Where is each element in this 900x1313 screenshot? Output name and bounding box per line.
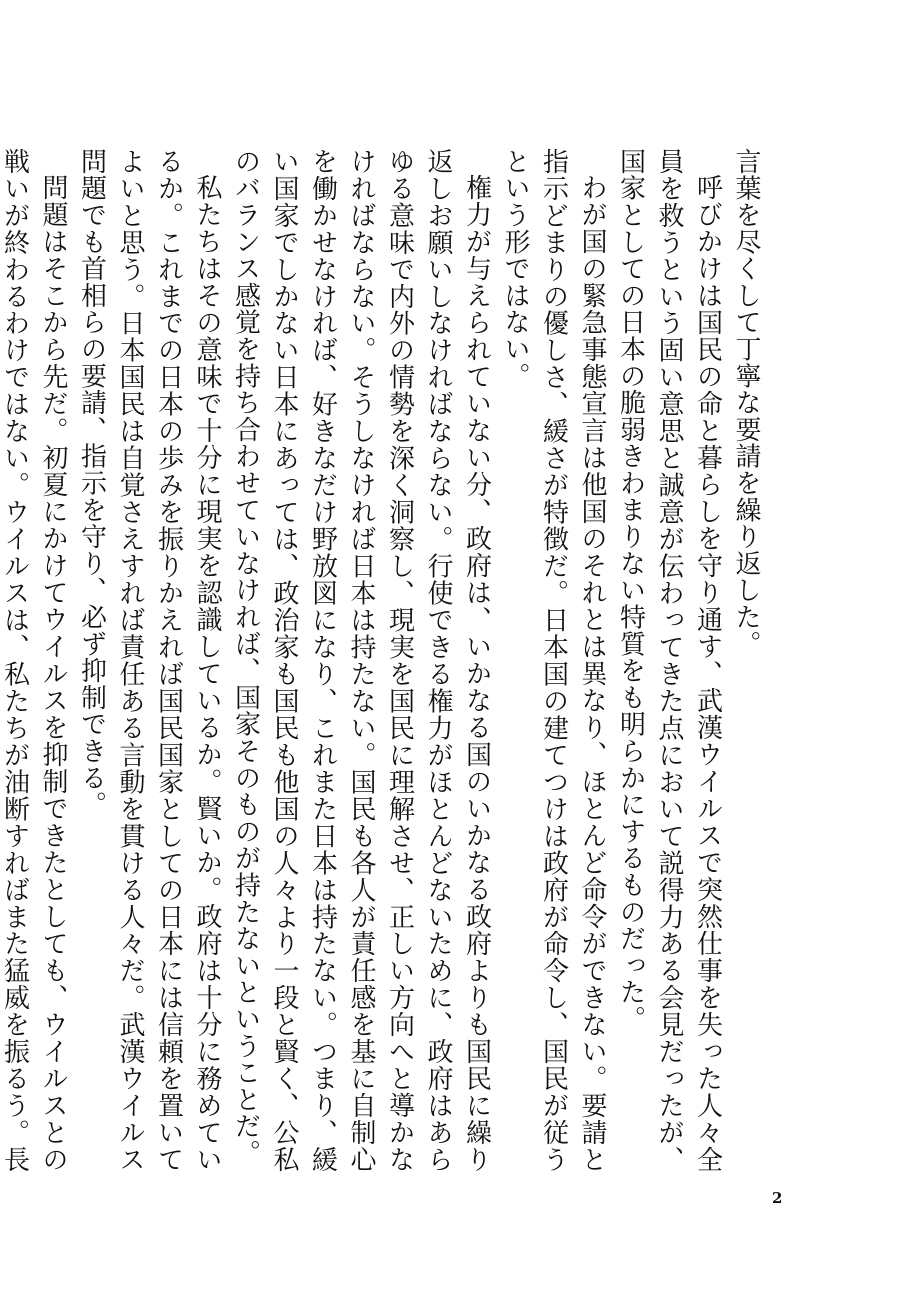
body-text [0, 148, 765, 1173]
paragraph: わが国の緊急事態宣言は他国のそれとは異なり、ほとんど命令ができない。要請と指示どまりの優しさ、緩さが特徴だ。日本国の建てつけは政府が命令し、国民が従うという形ではない。 [500, 148, 607, 1173]
page-number: 2 [772, 1189, 783, 1207]
paragraph: 呼びかけは国民の命と暮らしを守り通す、武漢ウイルスで突然仕事を失った人々全員を救うという固い意思と誠意が伝わってきた点において説得力ある会見だったが、国家としての日本の脆弱きわまりない特質をも明らかにするものだった。 [615, 148, 723, 1173]
paragraph: 問題はそこから先だ。初夏にかけてウイルスを抑制できたとしても、ウイルスとの戦いが終わるわけではない。ウイルスは、私たちが油断すればまた猛威を振るう。長 [0, 148, 68, 1173]
paragraph: 私たちはその意味で十分に現実を認識しているか。賢いか。政府は十分に務めているか。これまでの日本の歩みを振りかえれば国民国家としての日本には信頼を置いてよいと思う。日本国民は自覚さえすれば責任ある言動を貫ける人々だ。武漢ウイルス問題でも首相らの要請、指示を守り、必ず抑制できる。 [76, 148, 222, 1173]
paragraph: 言葉を尽くして丁寧な要請を繰り返した。 [731, 148, 761, 658]
paragraph: 権力が与えられていない分、政府は、いかなる国のいかなる政府よりも国民に繰り返しお願いしなければならない。行使できる権力がほとんどないために、政府はあらゆる意味で内外の情勢を深く洞察し、現実を国民に理解させ、正しい方向へと導かなければならない。そうしなければ日本は持たない。国民も各人が責任感を基に自制心を働かせなければ、好きなだけ野放図になり、これまた日本は持たない。つまり、緩い国家でしかない日本にあっては、政治家も国民も他国の人々より一段と賢く、公私のバランス感覚を持ち合わせていなければ、国家そのものが持たないということだ。 [230, 148, 492, 1173]
